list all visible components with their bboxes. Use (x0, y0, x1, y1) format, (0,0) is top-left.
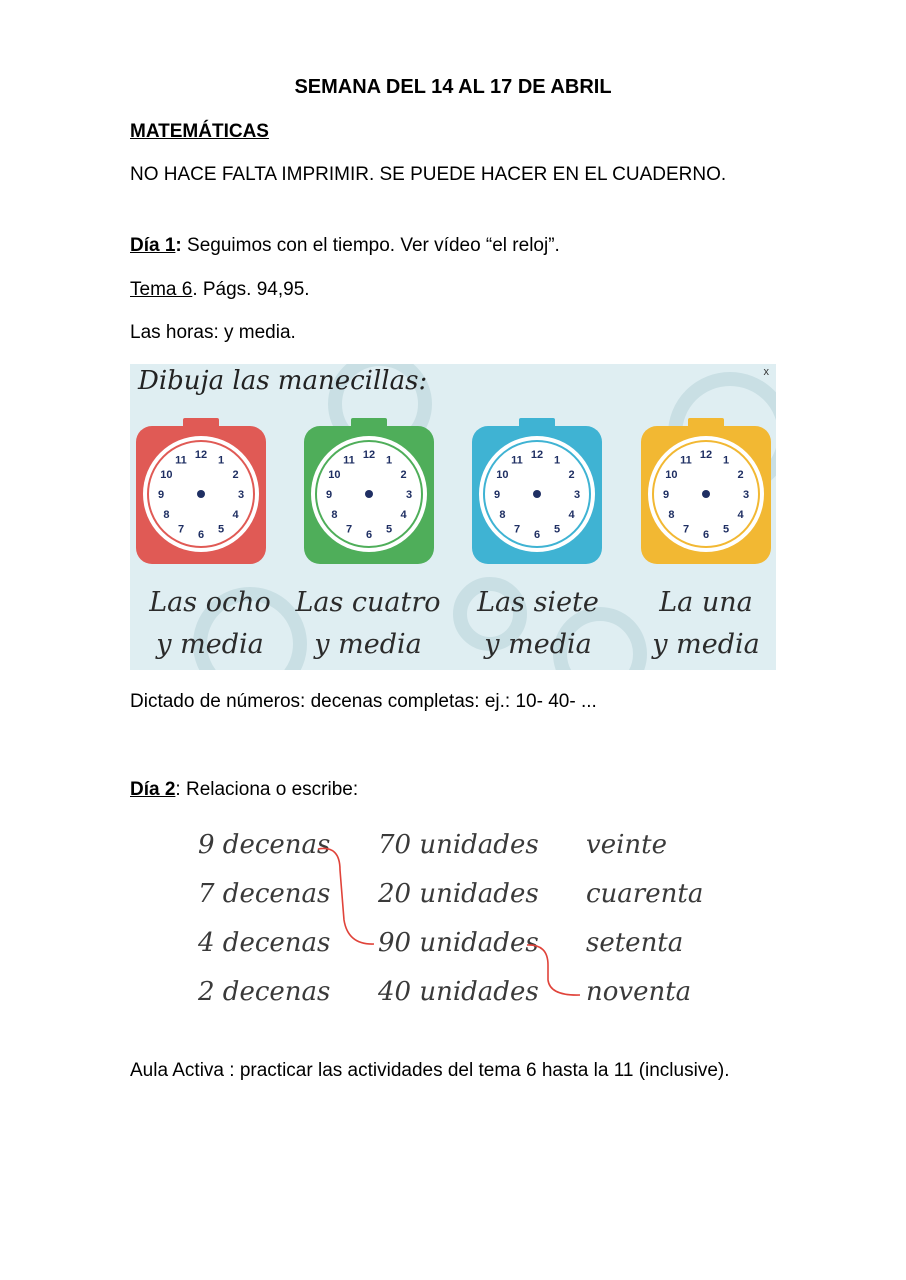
clock-number: 2 (232, 469, 239, 481)
match-col1-item: 2 decenas (198, 977, 331, 1007)
day1-line (130, 232, 776, 260)
clock-number: 10 (496, 469, 509, 481)
clock-number: 1 (722, 454, 730, 467)
clock-number: 3 (405, 489, 413, 501)
clock-number: 6 (702, 529, 710, 541)
page-title: SEMANA DEL 14 AL 17 DE ABRIL (294, 76, 612, 98)
match-col2-item: 90 unidades (378, 928, 539, 958)
clock-number: 10 (328, 469, 341, 481)
match-col2-item: 40 unidades (378, 977, 539, 1007)
clock-number: 11 (175, 454, 187, 467)
day1-text: Seguimos con el tiempo. Ver vídeo “el reloj”. (181, 235, 560, 256)
clock-number: 2 (568, 469, 575, 481)
clock-1 (136, 418, 266, 564)
clock-number: 9 (157, 489, 165, 501)
clock-number: 8 (331, 509, 338, 521)
clock-3 (472, 418, 602, 564)
clock-number: 5 (553, 523, 561, 536)
clock-number: 12 (699, 449, 713, 461)
clock-number: 7 (682, 523, 690, 536)
match-col2-item: 20 unidades (378, 879, 539, 909)
clock-center-dot (533, 490, 541, 498)
match-col1-item: 4 decenas (198, 928, 331, 958)
clock-number: 11 (511, 454, 523, 467)
clock-number: 12 (530, 449, 544, 461)
clock-number: 4 (232, 509, 239, 521)
clock-number: 7 (345, 523, 353, 536)
clock-number: 3 (742, 489, 750, 501)
caption-line1: Las ocho (149, 587, 271, 618)
clock-number: 11 (680, 454, 692, 467)
caption-line1: La una (659, 587, 753, 618)
day2-label: Día 2 (130, 779, 176, 800)
clock-number: 5 (385, 523, 393, 536)
clock-caption-2 (288, 582, 448, 666)
clock-number: 6 (365, 529, 373, 541)
tema-pages: . Págs. 94,95. (192, 279, 310, 300)
clock-number: 5 (722, 523, 730, 536)
subject-heading: MATEMÁTICAS (130, 121, 269, 142)
clock-number: 3 (237, 489, 245, 501)
clock-number: 10 (665, 469, 678, 481)
caption-line2: y media (484, 629, 592, 660)
hours-line: Las horas: y media. (130, 322, 296, 343)
match-col3-item: veinte (586, 830, 667, 860)
clock-center-dot (365, 490, 373, 498)
clock-number: 1 (553, 454, 561, 467)
clock-number: 8 (668, 509, 675, 521)
clock-number: 11 (343, 454, 355, 467)
clock-number: 4 (737, 509, 744, 521)
clock-number: 6 (533, 529, 541, 541)
clock-center-dot (702, 490, 710, 498)
match-col3-item: cuarenta (586, 879, 704, 909)
clock-number: 8 (499, 509, 506, 521)
clock-4 (641, 418, 771, 564)
clock-number: 8 (163, 509, 170, 521)
day2-line (130, 776, 776, 804)
caption-line1: Las siete (477, 587, 599, 618)
day1-colon: : (175, 235, 182, 256)
clock-number: 1 (385, 454, 393, 467)
clock-number: 12 (362, 449, 376, 461)
clock-number: 1 (217, 454, 225, 467)
clock-number: 9 (325, 489, 333, 501)
caption-line2: y media (314, 629, 422, 660)
close-icon: x (763, 366, 769, 378)
match-col2-item: 70 unidades (378, 830, 539, 860)
clock-number: 5 (217, 523, 225, 536)
clock-2 (304, 418, 434, 564)
match-col1-item: 9 decenas (198, 830, 331, 860)
clock-caption-4 (626, 582, 776, 666)
match-col3-item: noventa (586, 977, 692, 1007)
clock-caption-3 (458, 582, 618, 666)
tema-line (130, 276, 776, 304)
clock-number: 12 (194, 449, 208, 461)
clock-number: 3 (573, 489, 581, 501)
clock-number: 4 (568, 509, 575, 521)
clock-number: 2 (737, 469, 744, 481)
clock-center-dot (197, 490, 205, 498)
clock-number: 6 (197, 529, 205, 541)
clock-number: 7 (513, 523, 521, 536)
caption-line2: y media (156, 629, 264, 660)
note-text: NO HACE FALTA IMPRIMIR. SE PUEDE HACER EN EL CUADERNO. (130, 164, 727, 185)
clock-number: 2 (400, 469, 407, 481)
caption-line2: y media (652, 629, 760, 660)
aula-activa-text: Aula Activa : practicar las actividades del tema 6 hasta la 11 (inclusive). (130, 1060, 730, 1081)
day1-label: Día 1 (130, 235, 176, 256)
tema-label: Tema 6 (130, 279, 193, 300)
clock-exercise-image (130, 364, 776, 670)
caption-line1: Las cuatro (295, 587, 441, 618)
dictation-line: Dictado de números: decenas completas: ej.: 10- 40- ... (130, 691, 597, 712)
clock-number: 4 (400, 509, 407, 521)
clock-heading: Dibuja las manecillas: (138, 366, 428, 396)
clock-caption-1 (130, 582, 290, 666)
clock-number: 9 (493, 489, 501, 501)
match-col1-item: 7 decenas (198, 879, 331, 909)
clock-number: 9 (662, 489, 670, 501)
clock-number: 7 (177, 523, 185, 536)
match-col3-item: setenta (586, 928, 684, 958)
clock-number: 10 (160, 469, 173, 481)
day2-text: : Relaciona o escribe: (175, 779, 359, 800)
